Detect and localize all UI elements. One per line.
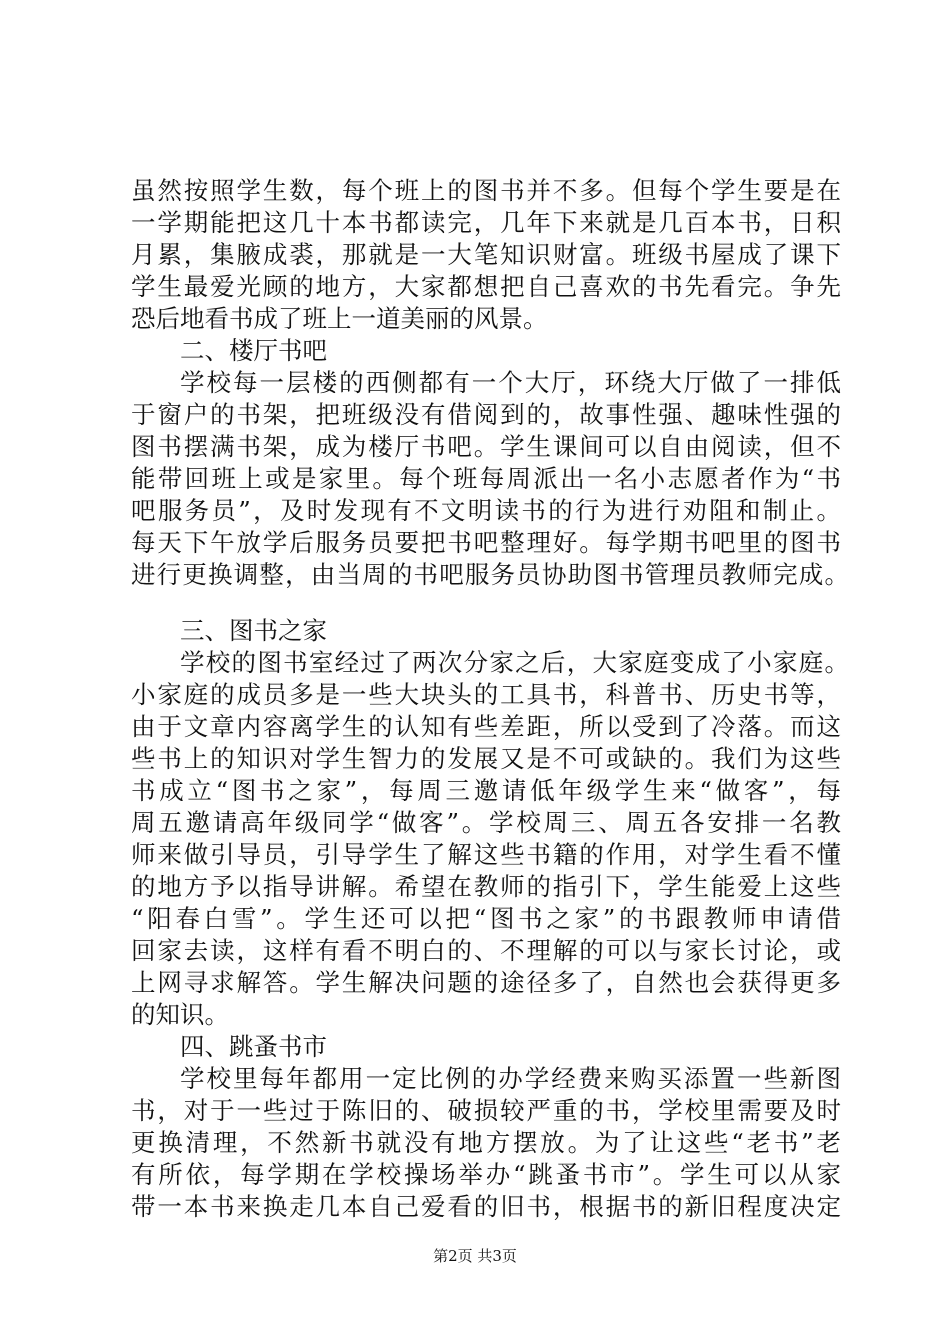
text-line: 小家庭的成员多是一些大块头的工具书，科普书、历史书等， xyxy=(131,680,841,709)
section-heading: 三、图书之家 xyxy=(180,616,327,645)
text-line: 学生最爱光顾的地方，大家都想把自己喜欢的书先看完。争先 xyxy=(131,272,841,301)
text-line: 书，对于一些过于陈旧的、破损较严重的书，学校里需要及时 xyxy=(131,1096,841,1125)
text-line: 图书摆满书架，成为楼厅书吧。学生课间可以自由阅读，但不 xyxy=(131,432,841,461)
page-number-footer: 第2页 共3页 xyxy=(433,1247,517,1265)
text-line: 于窗户的书架，把班级没有借阅到的，故事性强、趣味性强的 xyxy=(131,400,841,429)
text-line: 进行更换调整，由当周的书吧服务员协助图书管理员教师完成。 xyxy=(131,560,849,589)
text-line: 的地方予以指导讲解。希望在教师的指引下，学生能爱上这些 xyxy=(131,872,841,901)
text-line: 恐后地看书成了班上一道美丽的风景。 xyxy=(131,304,548,333)
text-line: 学校里每年都用一定比例的办学经费来购买添置一些新图 xyxy=(180,1064,841,1093)
text-line: 带一本书来换走几本自己爱看的旧书，根据书的新旧程度决定 xyxy=(131,1192,841,1221)
text-line: 每天下午放学后服务员要把书吧整理好。每学期书吧里的图书 xyxy=(131,528,841,557)
text-line: 更换清理，不然新书就没有地方摆放。为了让这些“老书”老 xyxy=(131,1128,841,1157)
text-line: 有所依，每学期在学校操场举办“跳蚤书市”。学生可以从家 xyxy=(131,1160,841,1189)
text-line: 的知识。 xyxy=(131,1000,229,1029)
text-line: 书成立“图书之家”，每周三邀请低年级学生来“做客”，每 xyxy=(131,776,841,805)
text-line: 能带回班上或是家里。每个班每周派出一名小志愿者作为“书 xyxy=(131,464,841,493)
text-line: 上网寻求解答。学生解决问题的途径多了，自然也会获得更多 xyxy=(131,968,841,997)
text-line: 月累，集腋成裘，那就是一大笔知识财富。班级书屋成了课下 xyxy=(131,240,841,269)
text-line: 周五邀请高年级同学“做客”。学校周三、周五各安排一名教 xyxy=(131,808,841,837)
text-line: 由于文章内容离学生的认知有些差距，所以受到了冷落。而这 xyxy=(131,712,841,741)
text-line: 一学期能把这几十本书都读完，几年下来就是几百本书，日积 xyxy=(131,208,841,237)
text-line: 虽然按照学生数，每个班上的图书并不多。但每个学生要是在 xyxy=(131,176,841,205)
section-heading: 四、跳蚤书市 xyxy=(180,1032,327,1061)
text-line: 吧服务员”，及时发现有不文明读书的行为进行劝阻和制止。 xyxy=(131,496,841,525)
text-line: 学校每一层楼的西侧都有一个大厅，环绕大厅做了一排低 xyxy=(180,368,841,397)
section-heading: 二、楼厅书吧 xyxy=(180,336,327,365)
text-line: 些书上的知识对学生智力的发展又是不可或缺的。我们为这些 xyxy=(131,744,841,773)
text-line: 师来做引导员，引导学生了解这些书籍的作用，对学生看不懂 xyxy=(131,840,841,869)
text-line: 学校的图书室经过了两次分家之后，大家庭变成了小家庭。 xyxy=(180,648,849,677)
text-line: 回家去读，这样有看不明白的、不理解的可以与家长讨论，或 xyxy=(131,936,841,965)
text-line: “阳春白雪”。学生还可以把“图书之家”的书跟教师申请借 xyxy=(131,904,841,933)
